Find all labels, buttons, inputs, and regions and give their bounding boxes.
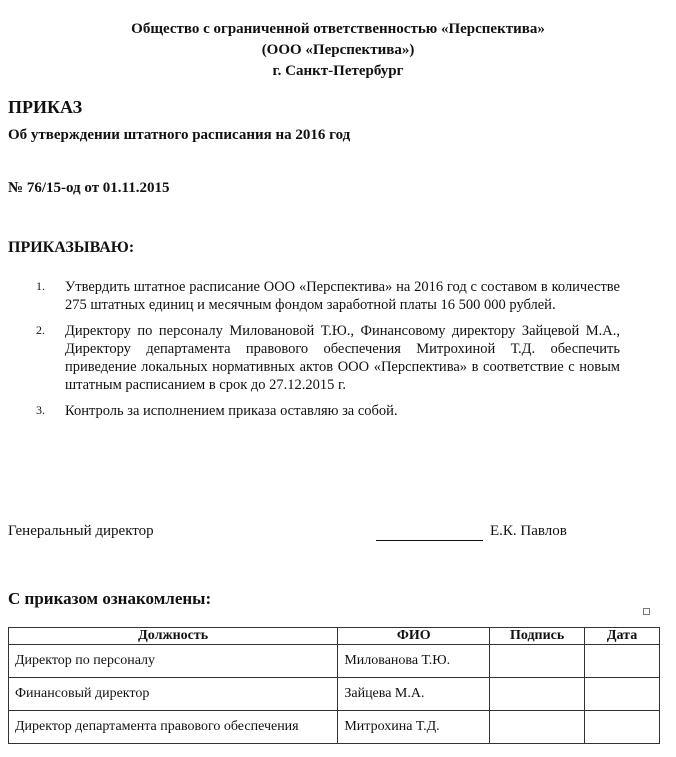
order-item-text: Контроль за исполнением приказа оставляю за собой.	[65, 403, 398, 419]
company-short-name: (ООО «Перспектива»)	[261, 42, 415, 58]
signatory-position: Генеральный директор	[8, 523, 154, 539]
acknowledgement-table	[8, 627, 660, 744]
cell-date[interactable]	[585, 678, 660, 711]
cell-signature[interactable]	[490, 645, 585, 678]
column-header-name: ФИО	[338, 628, 490, 645]
document-subtitle: Об утверждении штатного расписания на 2016 год	[8, 127, 351, 143]
order-item	[0, 322, 676, 394]
order-item-text: Директору по персоналу Миловановой Т.Ю., Финансовому директору Зайцевой М.А., Директору департамента правового обеспечения Митрохиной Т.Д. обеспечить приведение локальных нормативных актов ООО «Перспектива» в соответствие с новым штатным расписанием в срок до 27.12.2015 г.	[65, 323, 620, 393]
column-header-date: Дата	[585, 628, 660, 645]
cell-date[interactable]	[585, 711, 660, 744]
column-header-signature: Подпись	[490, 628, 585, 645]
order-item	[0, 402, 676, 420]
column-header-position: Должность	[9, 628, 338, 645]
company-header	[0, 19, 676, 82]
document-title: ПРИКАЗ	[8, 97, 83, 117]
signatory-name: Е.К. Павлов	[490, 523, 567, 539]
acknowledgement-heading: С приказом ознакомлены:	[8, 589, 212, 608]
order-item-number: 2.	[36, 323, 45, 337]
cell-name[interactable]: Зайцева М.А.	[338, 678, 490, 711]
table-resize-handle[interactable]	[643, 608, 650, 615]
table-row	[9, 645, 660, 678]
cell-date[interactable]	[585, 645, 660, 678]
table-row	[9, 711, 660, 744]
cell-position[interactable]: Директор по персоналу	[9, 645, 338, 678]
order-item	[0, 278, 676, 314]
table-header-row	[9, 628, 660, 645]
company-city: г. Санкт-Петербург	[272, 63, 404, 79]
signature-line	[376, 540, 483, 541]
table-row	[9, 678, 660, 711]
order-item-number: 3.	[36, 403, 45, 417]
cell-position[interactable]: Директор департамента правового обеспечения	[9, 711, 338, 744]
cell-name[interactable]: Митрохина Т.Д.	[338, 711, 490, 744]
cell-position[interactable]: Финансовый директор	[9, 678, 338, 711]
order-items-list	[0, 278, 676, 428]
order-item-text: Утвердить штатное расписание ООО «Перспектива» на 2016 год с составом в количестве 275 штатных единиц и месячным фондом заработной платы 16 500 000 рублей.	[65, 279, 620, 313]
company-name: Общество с ограниченной ответственностью «Перспектива»	[131, 21, 545, 37]
cell-name[interactable]: Милованова Т.Ю.	[338, 645, 490, 678]
document-number: № 76/15-од от 01.11.2015	[8, 180, 170, 196]
order-heading: ПРИКАЗЫВАЮ:	[8, 239, 135, 256]
cell-signature[interactable]	[490, 711, 585, 744]
order-item-number: 1.	[36, 279, 45, 293]
cell-signature[interactable]	[490, 678, 585, 711]
